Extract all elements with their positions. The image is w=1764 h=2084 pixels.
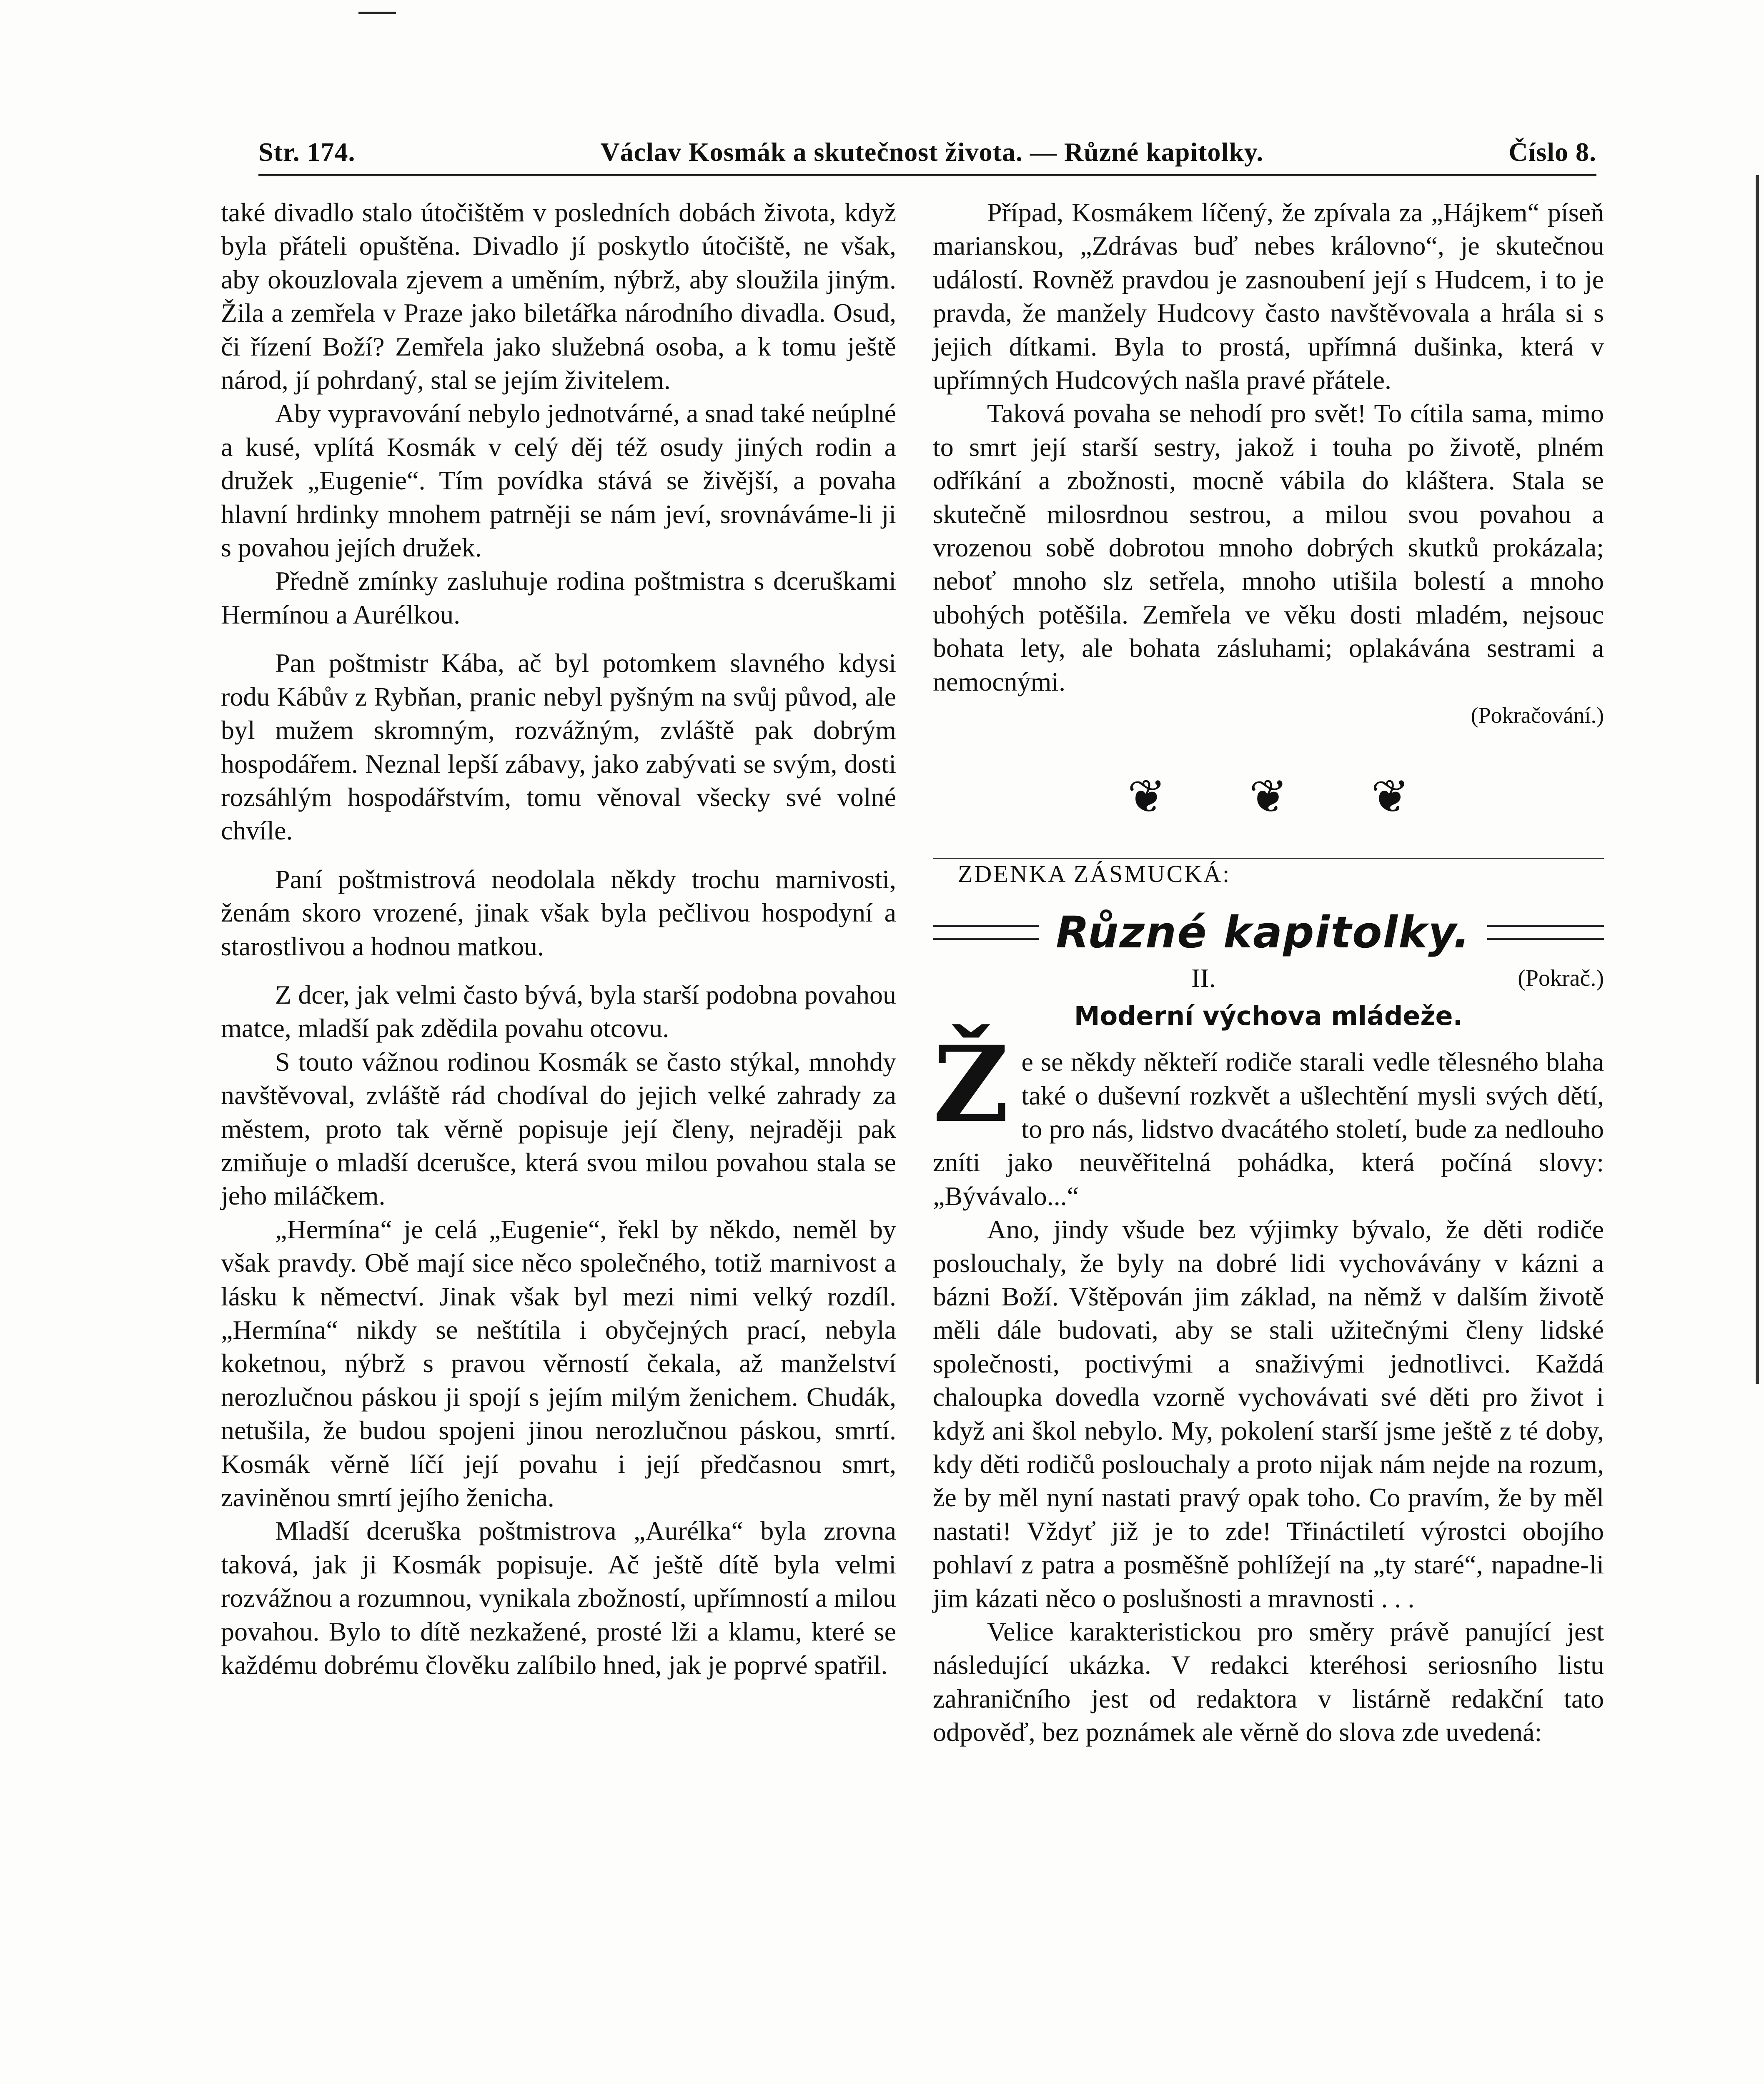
paragraph: Předně zmínky zasluhuje rodina poštmistra s dceruškami Hermínou a Aurélkou. — [221, 566, 896, 629]
article-title-row — [933, 907, 1604, 958]
title-rule-right — [1487, 925, 1604, 940]
paragraph: Velice karakteristickou pro směry právě panující jest následující ukázka. V redakci kteréhosi seriosního listu zahraničního jest od redaktora v listárně redakční tato odpověď, bez poznámek ale věrně do slova zde uvedená: — [933, 1617, 1604, 1747]
section-ornaments — [933, 771, 1604, 822]
scan-edge-mark-right — [1756, 175, 1759, 1384]
paragraph-text: e se někdy někteří rodiče starali vedle tělesného blaha také o duševní rozkvět a ušlechtění mysli svých dětí, to pro nás, lidstvo dvacátého století, bude za nedlouho zníti jako neuvěřitelná pohádka, která počíná slovy: „Bývávalo...“ — [933, 1047, 1604, 1211]
drop-cap: Ž — [933, 1023, 1009, 1146]
page-header — [258, 137, 1596, 168]
issue-number: Číslo 8. — [1508, 137, 1596, 167]
title-rule-left — [933, 925, 1039, 940]
paragraph: Mladší dceruška poštmistrova „Aurélka“ byla zrovna taková, jak ji Kosmák popisuje. Ač ještě dítě byla velmi rozvážnou a rozumnou, vynikala zbožností, upřímností a milou povahou. Bylo to dítě nezkažené, prosté lži a klamu, které se každému dobrému člověku zalíbilo hned, jak je poprvé spatřil. — [221, 1516, 896, 1680]
paragraph-with-dropcap — [933, 1023, 1604, 1213]
paragraph: Případ, Kosmákem líčený, že zpívala za „Hájkem“ píseň marianskou, „Zdrávas buď nebes královno“, je skutečnou událostí. Rovněž pravdou je zasnoubení její s Hudcem, i to je pravda, že manžely Hudcovy často navštěvovala a hrála si s jejich dítkami. Byla to prostá, upřímná dušinka, která v upřímných Hudcových našla pravé přátele. — [933, 198, 1604, 395]
article-author: ZDENKA ZÁSMUCKÁ: — [958, 860, 1231, 887]
section-continued-note: (Pokrač.) — [1518, 965, 1604, 992]
paragraph: Z dcer, jak velmi často bývá, byla starší podobna povahou matce, mladší pak zdědila povahu otcovu. — [221, 979, 896, 1043]
column-end-rule — [933, 858, 1604, 859]
left-column — [221, 196, 896, 1682]
page-number: Str. 174. — [258, 137, 356, 167]
paragraph: také divadlo stalo útočištěm v posledních dobách života, když byla přáteli opuštěna. Divadlo jí poskytlo útočiště, ne však, aby okouzlovala zjevem a uměním, nýbrž, aby sloužila jiným. Žila a zemřela v Praze jako biletářka národního divadla. Osud, či řízení Boží? Zemřela jako služebná osoba, a k tomu ještě národ, jí pohrdaný, stal se jejím živitelem. — [221, 198, 896, 395]
ornament-icon: ❦ — [1371, 771, 1410, 822]
article-title: Různé kapitolky. — [1056, 907, 1471, 958]
right-column — [933, 196, 1604, 1749]
header-rule — [258, 174, 1596, 176]
section-number: II. — [1191, 963, 1216, 993]
ornament-icon: ❦ — [1127, 771, 1166, 822]
paragraph: Taková povaha se nehodí pro svět! To cítila sama, mimo to smrt její starší sestry, jakož i touha po životě, plném odříkání a zbožnosti, mocně vábila do kláštera. Stala se skutečně milosrdnou sestrou, a milou svou povahou a vrozenou sobě dobrotou mnoho dobrých skutků prokázala; neboť mnoho slz setřela, mnoho utišila bolestí a mnoho ubohých potěšila. Zemřela ve věku dosti mladém, nejsouc bohata lety, ale bohata zásluhami; oplakávána sestrami a nemocnými. — [933, 398, 1604, 696]
paragraph: Pan poštmistr Kába, ač byl potomkem slavného kdysi rodu Kábův z Rybňan, pranic nebyl pyšným na svůj původ, ale byl mužem skromným, rozvážným, zvláště pak dobrým hospodářem. Neznal lepší zábavy, jako zabývati se svým, dosti rozsáhlým hospodářstvím, tomu věnoval všecky své volné chvíle. — [221, 648, 896, 846]
paragraph: „Hermína“ je celá „Eugenie“, řekl by někdo, neměl by však pravdy. Obě mají sice něco společného, totiž marnivost a lásku k němectví. Jinak však byl mezi nimi velký rozdíl. „Hermína“ nikdy se neštítila i obyčejných prací, nebyla koketnou, nýbrž s pravou věrností čekala, až manželství nerozlučnou páskou ji spojí s jejím milým ženichem. Chudák, netušila, že budou spojeni jinou nerozlučnou páskou, smrtí. Kosmák věrně líčí její povahu i její předčasnou smrt, zaviněnou smrtí jejího ženicha. — [221, 1214, 896, 1513]
article-subtitle: Moderní výchova mládeže. — [1074, 1000, 1463, 1031]
paragraph: S touto vážnou rodinou Kosmák se často stýkal, mnohdy navštěvoval, zvláště rád chodíval do jejich velké zahrady za městem, proto tak věrně popisuje její členy, nejraději pak zmiňuje o mladší dcerušce, která svou milou povahou stala se jeho miláčkem. — [221, 1047, 896, 1211]
running-title: Václav Kosmák a skutečnost života. — Různé kapitolky. — [600, 137, 1264, 167]
paragraph: Paní poštmistrová neodolala někdy trochu marnivosti, ženám skoro vrozené, jinak však byla pečlivou hospodyní a starostlivou a hodnou matkou. — [221, 864, 896, 961]
scan-edge-mark-top — [358, 12, 396, 14]
paragraph: Ano, jindy všude bez výjimky bývalo, že děti rodiče poslouchaly, že byly na dobré lidi vychovávány v kázni a bázni Boží. Vštěpován jim základ, na němž v dalším životě měli dále budovati, aby se stali užitečnými členy lidské společnosti, poctivými a snaživými jednotlivci. Každá chaloupka dovedla vzorně vychovávati své děti pro život i když ani škol nebylo. My, pokolení starší jsme ještě z té doby, kdy děti rodičů poslouchaly a proto nijak nám nejde na rozum, že by měl nyní nastati pravý opak toho. Co pravím, že by měl nastati! Vždyť již je to zde! Třináctiletí výrostci obojího pohlaví z patra a posměšně pohlížejí na „ty staré“, napadne-li jim kázati něco o poslušnosti a mravnosti . . . — [933, 1215, 1604, 1613]
continuation-note: (Pokračování.) — [1471, 703, 1604, 728]
section-row — [933, 962, 1604, 995]
ornament-icon: ❦ — [1249, 771, 1288, 822]
paragraph: Aby vypravování nebylo jednotvárné, a snad také neúplné a kusé, vplítá Kosmák v celý děj též osudy jiných rodin a družek „Eugenie“. Tím povídka stává se živější, a povaha hlavní hrdinky mnohem patrněji se nám jeví, srovnáváme-li ji s povahou jejích družek. — [221, 398, 896, 563]
